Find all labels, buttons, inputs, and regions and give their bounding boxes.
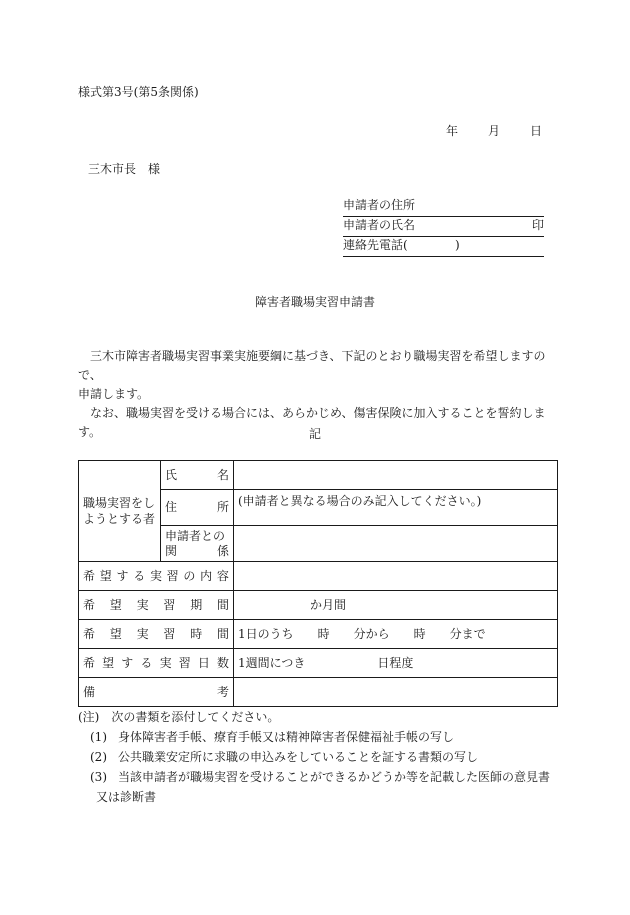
document-title: 障害者職場実習申請書 [254, 295, 375, 309]
content-label-char: 希 [83, 568, 96, 583]
note-item-3-continuation: 又は診断書 [96, 790, 157, 804]
body-line-2: 申請します。 [78, 387, 150, 401]
content-label-char: 容 [216, 568, 229, 583]
time-label-char: 希 [83, 626, 96, 641]
content-label-cell [79, 562, 234, 591]
table-row [79, 591, 558, 620]
relation-label-char: 係 [216, 543, 229, 558]
date-month-label: 月 [488, 124, 501, 138]
address-note: (申請者と異なる場合のみ記入してください。) [238, 494, 482, 508]
period-value-cell[interactable] [234, 591, 558, 620]
addressee [88, 160, 160, 177]
time-label-cell [79, 620, 234, 649]
addressee-suffix: 様 [148, 162, 161, 176]
days-label-char: 日 [197, 655, 210, 670]
table-row [79, 620, 558, 649]
time-label-char: 望 [109, 626, 122, 641]
date-day-label: 日 [530, 124, 543, 138]
time-value-cell[interactable] [234, 620, 558, 649]
period-label-char: 実 [136, 597, 149, 612]
period-label-char: 望 [109, 597, 122, 612]
remarks-label-cell [79, 678, 234, 707]
relation-label-line-1: 申請者との [165, 528, 226, 543]
date-field [446, 122, 542, 139]
name-label-char: 名 [216, 467, 229, 482]
content-label-char: 実 [149, 568, 162, 583]
relation-label-char: 関 [165, 543, 178, 558]
person-label-cell [79, 461, 161, 562]
note-item [78, 767, 550, 787]
note-number: (3) [90, 770, 107, 784]
days-label-char: 実 [159, 655, 172, 670]
applicant-name-label: 申請者の氏名 [343, 218, 416, 232]
addressee-name: 三木市長 [88, 162, 137, 176]
days-label-char: 希 [83, 655, 96, 670]
applicant-phone-close: ) [455, 238, 460, 252]
days-prefix: 1週間につき [238, 655, 306, 670]
seal-mark: 印 [531, 218, 544, 232]
applicant-name-line[interactable] [343, 217, 544, 237]
note-text: 公共職業安定所に求職の申込みをしていることを証する書類の写し [118, 750, 479, 764]
notes-section [78, 707, 550, 807]
period-label-char: 期 [190, 597, 203, 612]
application-table [78, 460, 558, 707]
period-label-char: 希 [83, 597, 96, 612]
table-row [79, 562, 558, 591]
relation-value-cell[interactable] [234, 526, 558, 562]
applicant-phone-label: 連絡先電話( [343, 238, 408, 252]
days-label-char: 習 [178, 655, 191, 670]
time-value: 1日のうち 時 分から 時 分まで [238, 626, 486, 641]
content-value-cell[interactable] [234, 562, 558, 591]
time-label-char: 実 [136, 626, 149, 641]
days-suffix: 日程度 [377, 655, 414, 670]
table-row [79, 461, 558, 490]
address-label-cell [161, 490, 234, 526]
note-text: 当該申請者が職場実習を受けることができるかどうか等を記載した医師の意見書 [118, 770, 551, 784]
note-number: (1) [90, 730, 107, 744]
person-label-line-2: ようとする者 [83, 512, 156, 526]
note-item [78, 747, 550, 767]
ki-heading: 記 [308, 427, 321, 441]
address-label-char: 所 [216, 500, 229, 514]
period-label-char: 習 [163, 597, 176, 612]
name-label-char: 氏 [165, 467, 178, 482]
person-label-line-1: 職場実習をし [83, 496, 156, 510]
content-label-char: 内 [200, 568, 213, 583]
body-line-1: 三木市障害者職場実習事業実施要綱に基づき、下記のとおり職場実習を希望しますので、 [78, 349, 546, 382]
days-label-char: 数 [216, 655, 229, 670]
form-number: 様式第3号(第5条関係) [78, 85, 199, 99]
name-value-cell[interactable] [234, 461, 558, 490]
applicant-address-label: 申請者の住所 [343, 198, 416, 212]
body-line-3: なお、職場実習を受ける場合には、あらかじめ、傷害保険に加入することを誓約します。 [78, 406, 546, 439]
time-label-char: 時 [190, 626, 203, 641]
applicant-block [343, 197, 544, 257]
notes-heading: (注) 次の書類を添付してください。 [78, 710, 280, 724]
days-value-cell[interactable] [234, 649, 558, 678]
days-label-char: 望 [102, 655, 115, 670]
table-row [79, 649, 558, 678]
period-value: か月間 [310, 597, 347, 612]
days-label-char: る [140, 655, 153, 670]
note-text: 身体障害者手帳、療育手帳又は精神障害者保健福祉手帳の写し [118, 730, 455, 744]
remarks-label-char: 備 [83, 684, 96, 699]
table-row [79, 678, 558, 707]
period-label-cell [79, 591, 234, 620]
content-label-char: る [133, 568, 146, 583]
content-label-char: す [116, 568, 129, 583]
period-label-char: 間 [216, 597, 229, 612]
note-number: (2) [90, 750, 107, 764]
address-value-cell[interactable] [234, 490, 558, 526]
days-label-cell [79, 649, 234, 678]
content-label-char: 望 [99, 568, 112, 583]
note-item [78, 727, 550, 747]
applicant-address-line[interactable] [343, 197, 544, 217]
remarks-label-char: 考 [216, 684, 229, 699]
applicant-phone-line[interactable] [343, 237, 544, 257]
date-year-label: 年 [446, 124, 459, 138]
remarks-value-cell[interactable] [234, 678, 558, 707]
address-label-char: 住 [165, 500, 178, 514]
relation-label-cell [161, 526, 234, 562]
content-label-char: の [183, 568, 196, 583]
time-label-char: 習 [163, 626, 176, 641]
days-label-char: す [121, 655, 134, 670]
content-label-char: 習 [166, 568, 179, 583]
name-label-cell [161, 461, 234, 490]
time-label-char: 間 [216, 626, 229, 641]
